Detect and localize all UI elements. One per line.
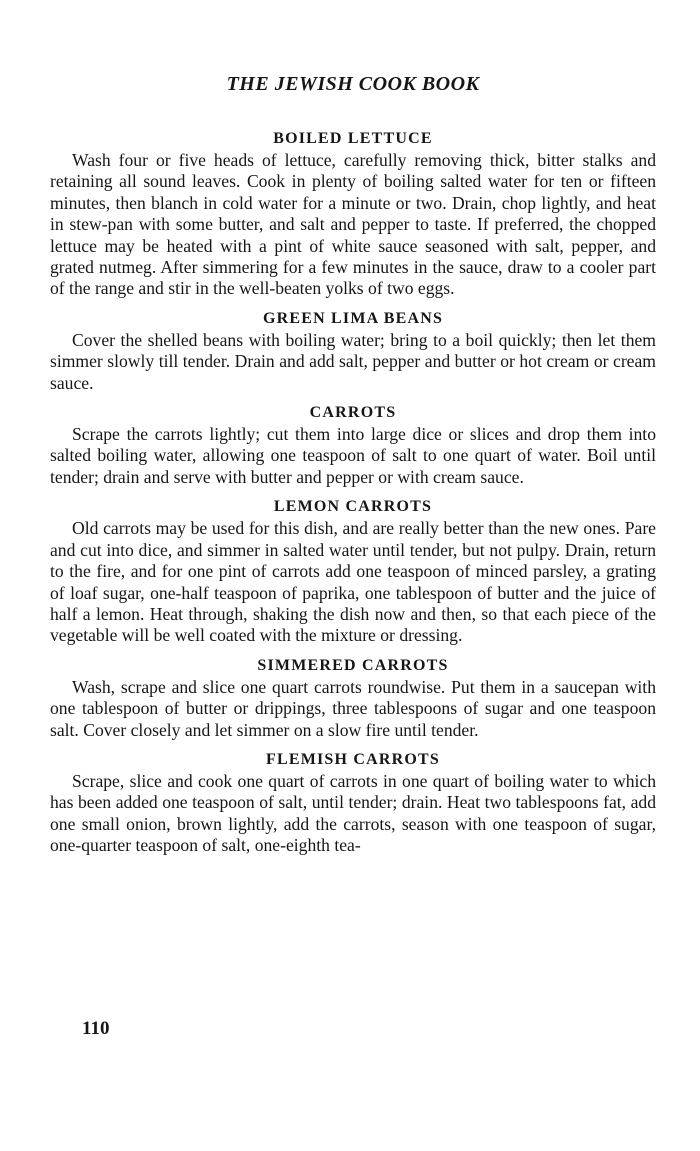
recipe-heading: GREEN LIMA BEANS [262,309,444,327]
recipe-heading: LEMON CARROTS [273,498,433,516]
recipe-simmered-carrots [50,655,656,741]
recipe-text: Old carrots may be used for this dish, and are really better than the new ones. Pare and cut into dice, and simmer in salted water until tender, but not pulpy. Drain, return to the fire, and for one pint of carrots add one teaspoon of minced parsley, a grating of loaf sugar, one-half teaspoon of paprika, one tablespoon of butter and the juice of half a lemon. Heat through, shaking the dish now and then, so that each piece of the vegetable will be well coated with the mixture or dressing. [50,518,656,646]
recipe-heading: SIMMERED CARROTS [257,656,449,674]
recipe-text: Scrape the carrots lightly; cut them into large dice or slices and drop them into salted boiling water, allowing one teaspoon of salt to one quart of water. Boil until tender; drain and serve with butter and pepper or with cream sauce. [50,424,656,487]
running-head: THE JEWISH COOK BOOK [226,73,480,95]
book-page [50,66,656,865]
recipe-heading: CARROTS [309,404,397,422]
recipe-heading: FLEMISH CARROTS [265,750,441,768]
recipe-text: Cover the shelled beans with boiling water; bring to a boil quickly; then let them simmer slowly till tender. Drain and add salt, pepper and butter or hot cream or cream sauce. [50,329,656,393]
recipe-text: Scrape, slice and cook one quart of carrots in one quart of boiling water to which has been added one teaspoon of salt, until tender; drain. Heat two tablespoons fat, add one small onion, brown lightly, add the carrots, season with one teaspoon of sugar, one-quarter teaspoon of salt, one-eighth tea- [50,770,656,856]
recipe-text: Wash, scrape and slice one quart carrots roundwise. Put them in a saucepan with one tablespoon of butter or drippings, three tablespoons of sugar and one teaspoon salt. Cover closely and let simmer on a slow fire until tender. [50,676,656,740]
recipe-flemish-carrots [50,749,656,857]
recipe-lemon-carrots [50,496,656,646]
recipe-carrots [50,402,656,488]
page-number: 110 [82,1018,110,1039]
recipe-boiled-lettuce [50,128,656,300]
recipe-text: Wash four or five heads of lettuce, carefully removing thick, bitter stalks and retaining all sound leaves. Cook in plenty of boiling salted water for ten or fifteen minutes, then blanch in cold water for a minute or two. Drain, chop lightly, and heat in stew-pan with some butter, and salt and pepper to taste. If preferred, the chopped lettuce may be heated with a pint of white sauce seasoned with salt, pepper, and grated nutmeg. After simmering for a few minutes in the sauce, draw to a cooler part of the range and stir in the well-beaten yolks of two eggs. [50,150,656,299]
recipe-green-lima-beans [50,308,656,394]
recipe-heading: BOILED LETTUCE [273,130,433,147]
